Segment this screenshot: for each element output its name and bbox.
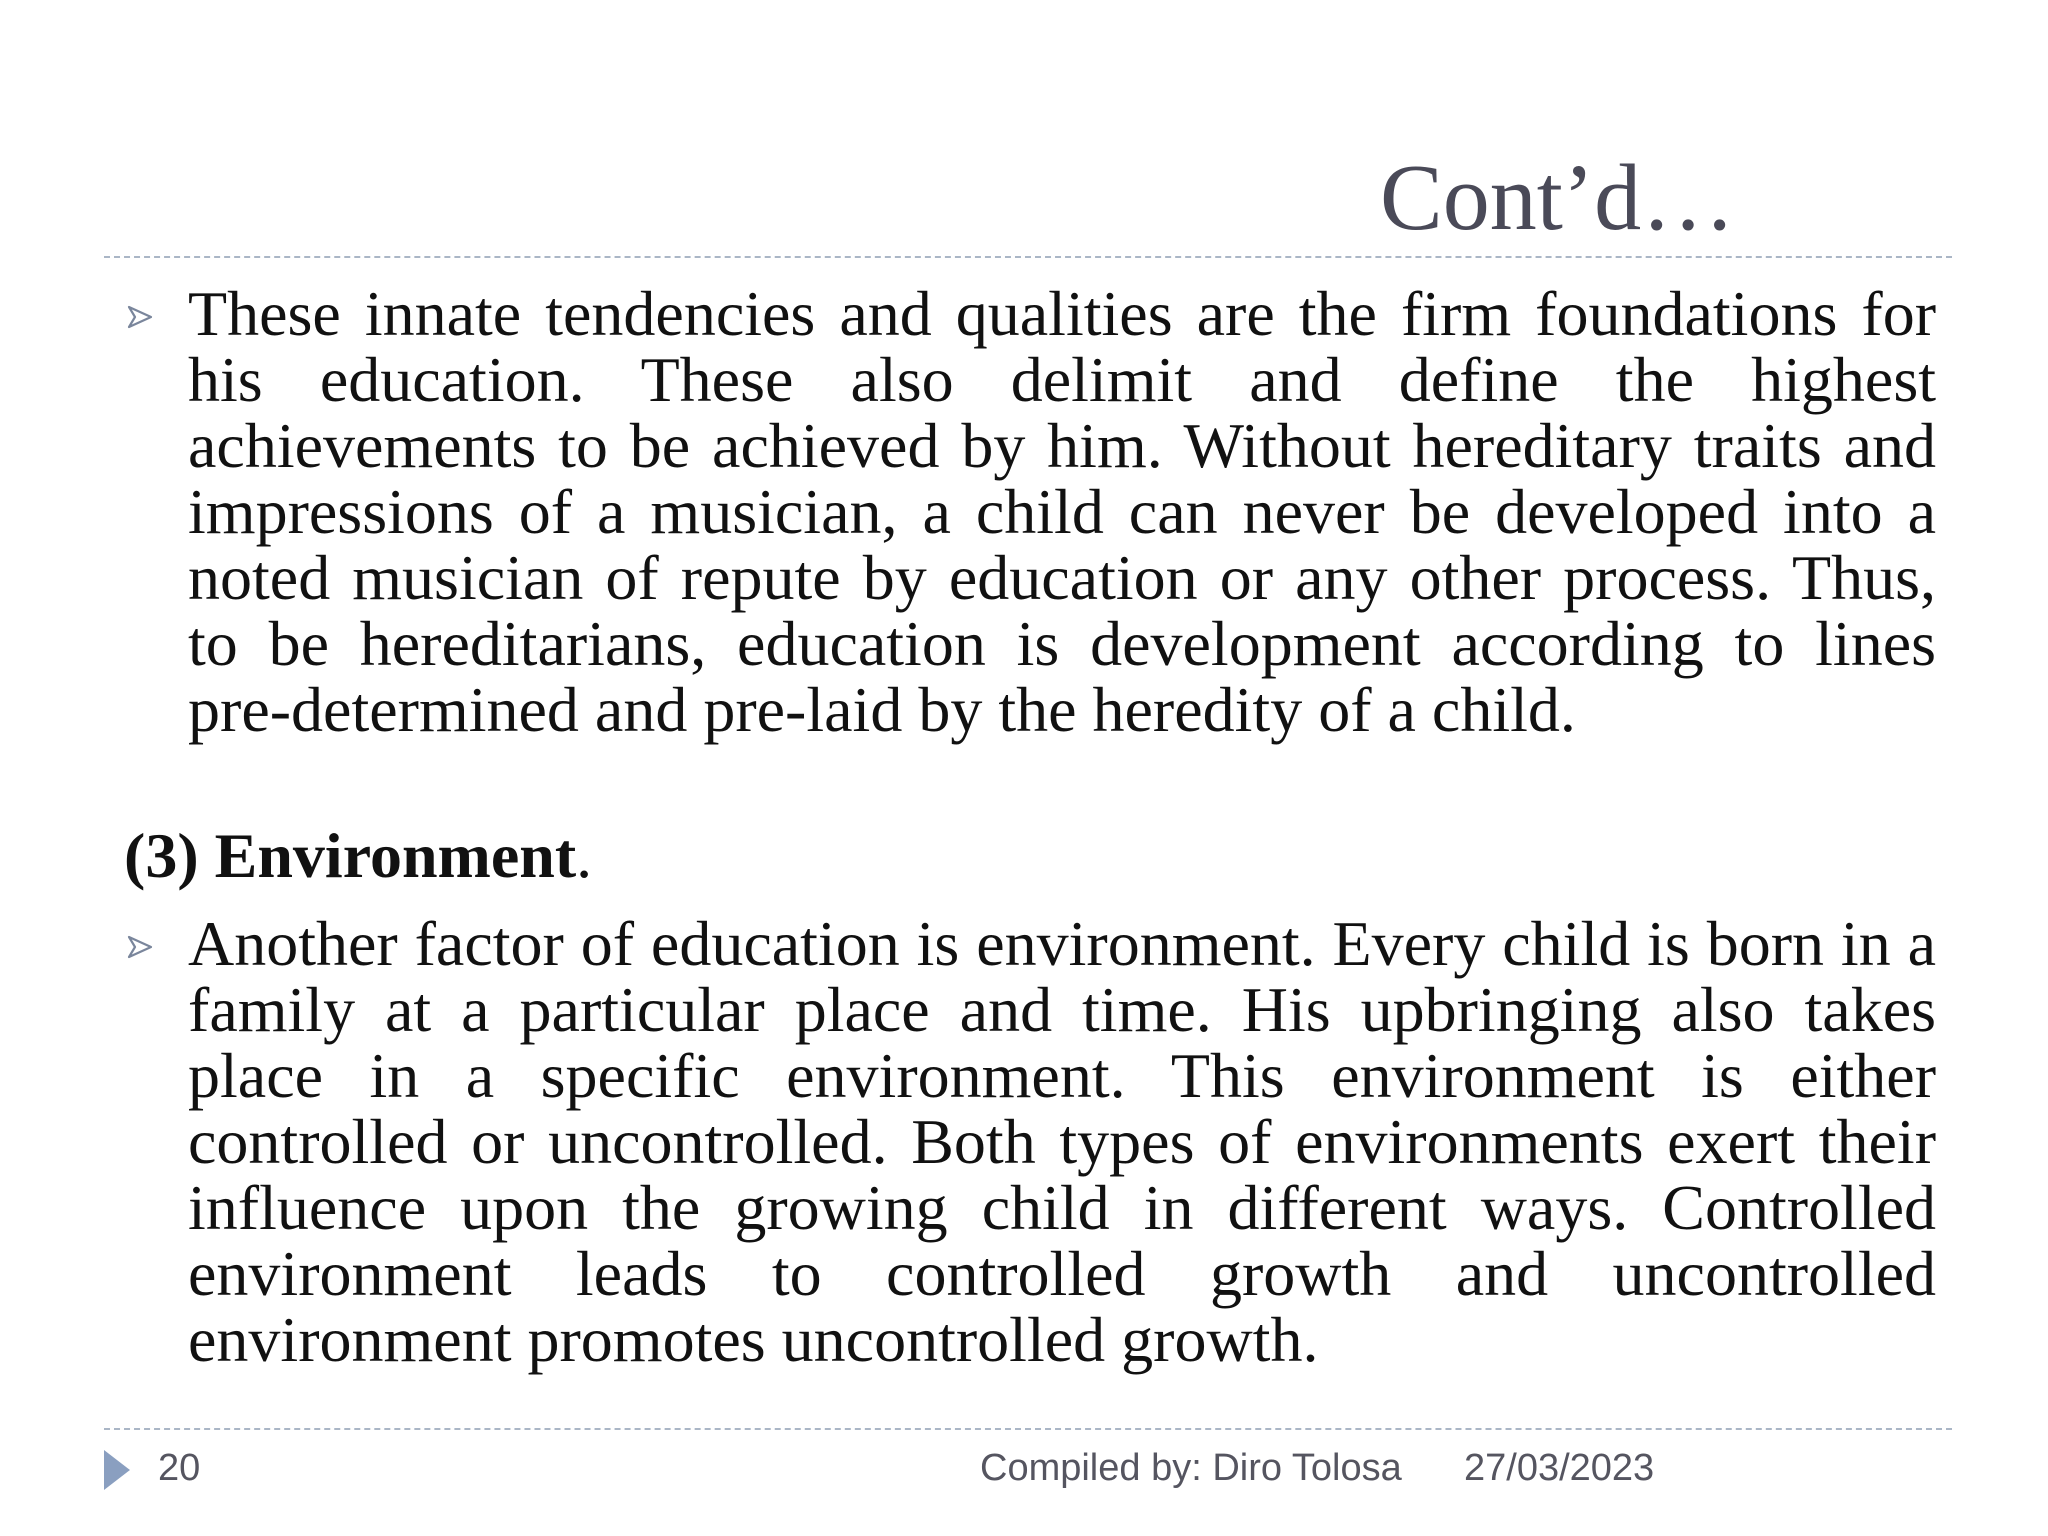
- section-heading: [124, 820, 593, 891]
- footer-triangle-icon: [102, 1448, 132, 1492]
- bullet-arrow-icon: [126, 303, 154, 331]
- section-heading-bold: (3) Environment: [124, 820, 577, 891]
- bullet-text: Another factor of education is environment. Every child is born in a family at a particular place and time. His upbringing also takes place in a specific environment. This environment is either controlled or uncontrolled. Both types of environments exert their influence upon the growing child in different ways. Controlled environment leads to controlled growth and uncontrolled environment promotes uncontrolled growth.: [188, 908, 1936, 1375]
- bottom-divider: [104, 1428, 1952, 1430]
- slide-title: Cont’d…: [1380, 146, 1736, 250]
- page-number: 20: [158, 1447, 201, 1489]
- section-heading-suffix: .: [576, 820, 593, 891]
- bullet-arrow-icon: [126, 933, 154, 961]
- top-divider: [104, 256, 1952, 258]
- footer-author: Compiled by: Diro Tolosa: [980, 1447, 1402, 1489]
- bullet-text: These innate tendencies and qualities are the firm foundations for his education. These also delimit and define the highest achievements to be achieved by him. Without hereditary traits and impressions of a musician, a child can never be developed into a noted musician of repute by education or any other process. Thus, to be hereditarians, education is development according to lines pre-determined and pre-laid by the heredity of a child.: [188, 278, 1936, 745]
- footer-date: 27/03/2023: [1464, 1447, 1655, 1489]
